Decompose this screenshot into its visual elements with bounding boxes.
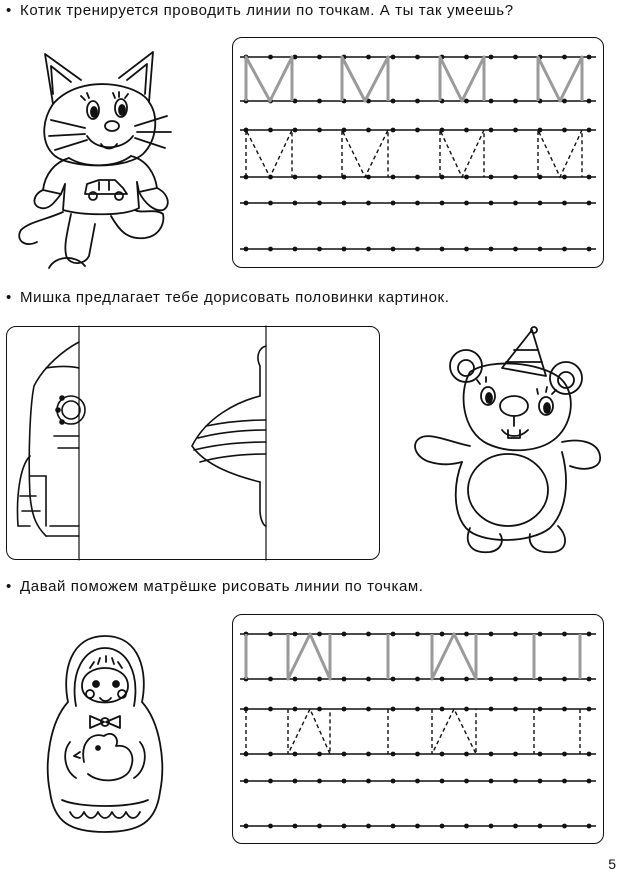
guide-dot	[244, 824, 249, 829]
guide-dot	[415, 824, 420, 829]
guide-dot	[366, 55, 371, 60]
guide-dot	[415, 201, 420, 206]
guide-dot	[464, 677, 469, 682]
guide-dot	[513, 128, 518, 133]
guide-dot	[538, 752, 543, 757]
guide-dot	[244, 779, 249, 784]
guide-dot	[391, 55, 396, 60]
guide-dot	[268, 55, 273, 60]
guide-dot	[293, 824, 298, 829]
guide-dot	[464, 99, 469, 104]
guide-dot	[415, 632, 420, 637]
bullet: •	[6, 289, 12, 306]
guide-dot	[293, 247, 298, 252]
guide-dot	[244, 247, 249, 252]
guide-dot	[587, 632, 592, 637]
guide-dot	[513, 99, 518, 104]
guide-dot	[489, 779, 494, 784]
guide-dot	[489, 175, 494, 180]
guide-dot	[317, 677, 322, 682]
guide-dot	[317, 707, 322, 712]
guide-dot	[415, 752, 420, 757]
guide-dot	[342, 247, 347, 252]
guide-dot	[587, 707, 592, 712]
guide-dot	[366, 779, 371, 784]
guide-dot	[415, 175, 420, 180]
guide-dot	[342, 824, 347, 829]
guide-dot	[440, 247, 445, 252]
guide-dot	[415, 128, 420, 133]
guide-dot	[391, 128, 396, 133]
guide-dot	[538, 247, 543, 252]
guide-dot	[391, 632, 396, 637]
guide-dot	[415, 55, 420, 60]
guide-dot	[513, 632, 518, 637]
guide-dot	[562, 247, 567, 252]
guide-dot	[415, 779, 420, 784]
guide-dot	[587, 247, 592, 252]
guide-dot	[587, 752, 592, 757]
guide-dot	[317, 824, 322, 829]
guide-dot	[415, 677, 420, 682]
guide-dot	[489, 752, 494, 757]
guide-dot	[268, 779, 273, 784]
half-pictures	[6, 326, 380, 560]
guide-dot	[489, 707, 494, 712]
task-text: Давай поможем матрёшке рисовать линии по точкам.	[20, 578, 424, 595]
guide-dot	[562, 677, 567, 682]
guide-dot	[464, 824, 469, 829]
guide-dot	[587, 175, 592, 180]
guide-dot	[513, 175, 518, 180]
guide-dot	[538, 677, 543, 682]
guide-dot	[513, 201, 518, 206]
guide-dot	[293, 707, 298, 712]
guide-dot	[391, 707, 396, 712]
guide-dot	[513, 752, 518, 757]
task-cat-instruction	[6, 2, 514, 19]
guide-dot	[562, 632, 567, 637]
guide-dot	[317, 175, 322, 180]
guide-dot	[268, 201, 273, 206]
guide-dot	[513, 55, 518, 60]
guide-dot	[562, 779, 567, 784]
guide-dot	[268, 677, 273, 682]
guide-dot	[562, 175, 567, 180]
task-doll-instruction	[6, 578, 424, 595]
guide-dot	[562, 55, 567, 60]
guide-dot	[513, 707, 518, 712]
guide-dot	[464, 779, 469, 784]
guide-dot	[440, 752, 445, 757]
guide-dot	[391, 99, 396, 104]
task-bear-instruction	[6, 289, 450, 306]
guide-dot	[317, 128, 322, 133]
guide-dot	[293, 128, 298, 133]
guide-dot	[562, 201, 567, 206]
guide-dot	[268, 128, 273, 133]
guide-dot	[489, 201, 494, 206]
guide-dot	[244, 201, 249, 206]
cat-illustration	[15, 44, 185, 269]
guide-dot	[538, 201, 543, 206]
guide-dot	[464, 752, 469, 757]
guide-dot	[538, 707, 543, 712]
guide-dot	[342, 201, 347, 206]
guide-dot	[440, 677, 445, 682]
guide-dot	[513, 247, 518, 252]
guide-dot	[342, 677, 347, 682]
bear-illustration	[410, 322, 610, 562]
guide-dot	[317, 55, 322, 60]
guide-dot	[440, 824, 445, 829]
guide-dot	[489, 677, 494, 682]
guide-dot	[391, 824, 396, 829]
guide-dot	[268, 824, 273, 829]
guide-dot	[391, 677, 396, 682]
guide-dot	[268, 707, 273, 712]
guide-dot	[464, 128, 469, 133]
guide-dot	[391, 247, 396, 252]
guide-dot	[538, 632, 543, 637]
guide-dot	[317, 247, 322, 252]
guide-dot	[415, 247, 420, 252]
guide-dot	[293, 677, 298, 682]
guide-dot	[587, 55, 592, 60]
guide-dot	[366, 632, 371, 637]
guide-dot	[317, 752, 322, 757]
guide-dot	[293, 779, 298, 784]
guide-dot	[464, 707, 469, 712]
guide-dot	[562, 128, 567, 133]
guide-dot	[391, 201, 396, 206]
guide-dot	[489, 99, 494, 104]
page-number: 5	[608, 856, 616, 872]
guide-dot	[317, 632, 322, 637]
rocket-half	[18, 342, 86, 536]
guide-dot	[513, 677, 518, 682]
guide-dot	[562, 99, 567, 104]
tracing-lines-v	[232, 614, 604, 844]
task-text: Котик тренируется проводить линии по точкам. А ты так умеешь?	[20, 2, 514, 19]
guide-dot	[342, 632, 347, 637]
guide-dot	[562, 752, 567, 757]
guide-dot	[513, 824, 518, 829]
guide-dot	[415, 707, 420, 712]
guide-dot	[464, 55, 469, 60]
bullet: •	[6, 578, 12, 595]
guide-dot	[391, 175, 396, 180]
guide-dot	[464, 201, 469, 206]
guide-dot	[489, 824, 494, 829]
guide-dot	[489, 247, 494, 252]
guide-dot	[464, 632, 469, 637]
bullet: •	[6, 2, 12, 19]
guide-dot	[587, 824, 592, 829]
guide-dot	[538, 779, 543, 784]
guide-dot	[268, 752, 273, 757]
guide-dot	[342, 752, 347, 757]
guide-dot	[293, 632, 298, 637]
guide-dot	[366, 707, 371, 712]
guide-dot	[342, 707, 347, 712]
guide-dot	[489, 632, 494, 637]
guide-dot	[366, 128, 371, 133]
guide-dot	[293, 175, 298, 180]
guide-dot	[317, 779, 322, 784]
guide-dot	[587, 779, 592, 784]
guide-dot	[317, 201, 322, 206]
tracing-lines-m	[232, 37, 604, 268]
guide-dot	[587, 128, 592, 133]
guide-dot	[391, 752, 396, 757]
guide-dot	[293, 201, 298, 206]
guide-dot	[440, 201, 445, 206]
guide-dot	[538, 824, 543, 829]
guide-dot	[489, 128, 494, 133]
guide-dot	[562, 824, 567, 829]
guide-dot	[366, 824, 371, 829]
guide-dot	[513, 779, 518, 784]
guide-dot	[464, 247, 469, 252]
guide-dot	[366, 175, 371, 180]
guide-dot	[464, 175, 469, 180]
guide-dot	[587, 201, 592, 206]
guide-dot	[587, 677, 592, 682]
guide-dot	[562, 707, 567, 712]
guide-dot	[268, 247, 273, 252]
guide-dot	[415, 99, 420, 104]
guide-dot	[366, 752, 371, 757]
guide-dot	[587, 99, 592, 104]
guide-dot	[391, 779, 396, 784]
matryoshka-illustration	[40, 632, 170, 836]
guide-dot	[366, 677, 371, 682]
guide-dot	[440, 707, 445, 712]
spinning-top-half	[192, 346, 266, 526]
guide-dot	[366, 201, 371, 206]
guide-dot	[440, 779, 445, 784]
guide-dot	[440, 632, 445, 637]
guide-dot	[489, 55, 494, 60]
task-text: Мишка предлагает тебе дорисовать половинки картинок.	[20, 289, 450, 306]
guide-dot	[366, 247, 371, 252]
guide-dot	[293, 752, 298, 757]
guide-dot	[268, 632, 273, 637]
guide-dot	[342, 779, 347, 784]
guide-dot	[317, 99, 322, 104]
